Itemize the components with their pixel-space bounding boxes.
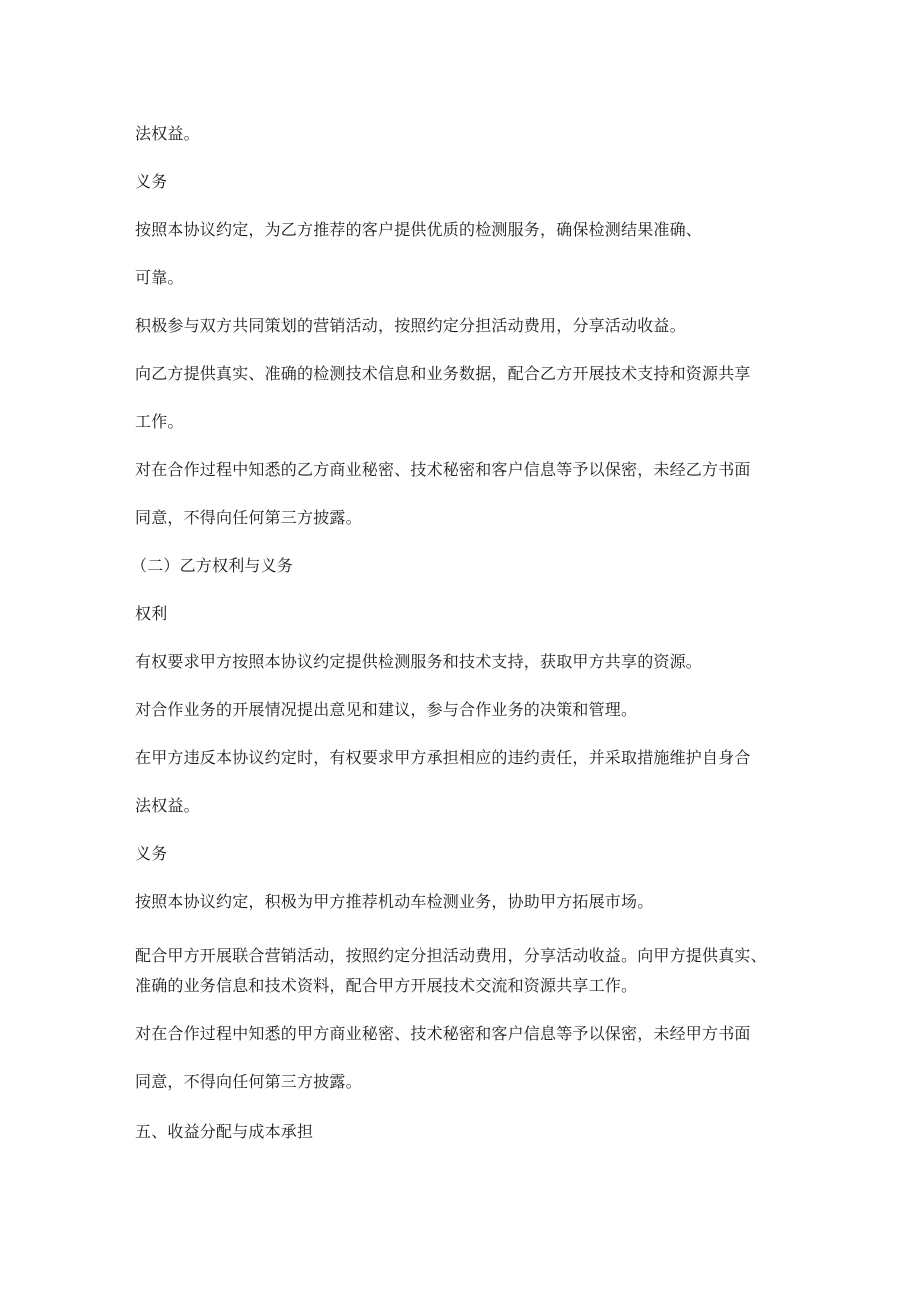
paragraph-line: 向乙方提供真实、准确的检测技术信息和业务数据，配合乙方开展技术支持和资源共享 <box>135 364 751 383</box>
subheading-obligations: 义务 <box>135 844 168 863</box>
paragraph-block: 配合甲方开展联合营销活动，按照约定分担活动费用，分享活动收益。向甲方提供真实、准确的业务信息和技术资料，配合甲方开展技术交流和资源共享工作。 <box>135 946 767 995</box>
paragraph-line: 同意，不得向任何第三方披露。 <box>135 508 362 527</box>
paragraph-line: 按照本协议约定，积极为甲方推荐机动车检测业务，协助甲方拓展市场。 <box>135 892 654 911</box>
paragraph-line: 对在合作过程中知悉的乙方商业秘密、技术秘密和客户信息等予以保密，未经乙方书面 <box>135 460 751 479</box>
paragraph-line: 对在合作过程中知悉的甲方商业秘密、技术秘密和客户信息等予以保密，未经甲方书面 <box>135 1024 751 1043</box>
subheading-rights: 权利 <box>135 604 168 623</box>
paragraph-line: 法权益。 <box>135 124 200 143</box>
section-heading-party-b: （二）乙方权利与义务 <box>131 556 294 575</box>
paragraph-line: 按照本协议约定，为乙方推荐的客户提供优质的检测服务，确保检测结果准确、 <box>135 220 703 239</box>
section-heading-revenue: 五、收益分配与成本承担 <box>135 1122 314 1141</box>
subheading-obligations: 义务 <box>135 172 168 191</box>
paragraph-line: 同意，不得向任何第三方披露。 <box>135 1072 362 1091</box>
paragraph-line: 法权益。 <box>135 796 200 815</box>
paragraph-line: 对合作业务的开展情况提出意见和建议，参与合作业务的决策和管理。 <box>135 700 638 719</box>
paragraph-line: 在甲方违反本协议约定时，有权要求甲方承担相应的违约责任，并采取措施维护自身合 <box>135 748 751 767</box>
paragraph-line: 有权要求甲方按照本协议约定提供检测服务和技术支持，获取甲方共享的资源。 <box>135 652 703 671</box>
paragraph-line: 积极参与双方共同策划的营销活动，按照约定分担活动费用，分享活动收益。 <box>135 316 686 335</box>
paragraph-line: 可靠。 <box>135 268 184 287</box>
paragraph-line: 工作。 <box>135 412 184 431</box>
